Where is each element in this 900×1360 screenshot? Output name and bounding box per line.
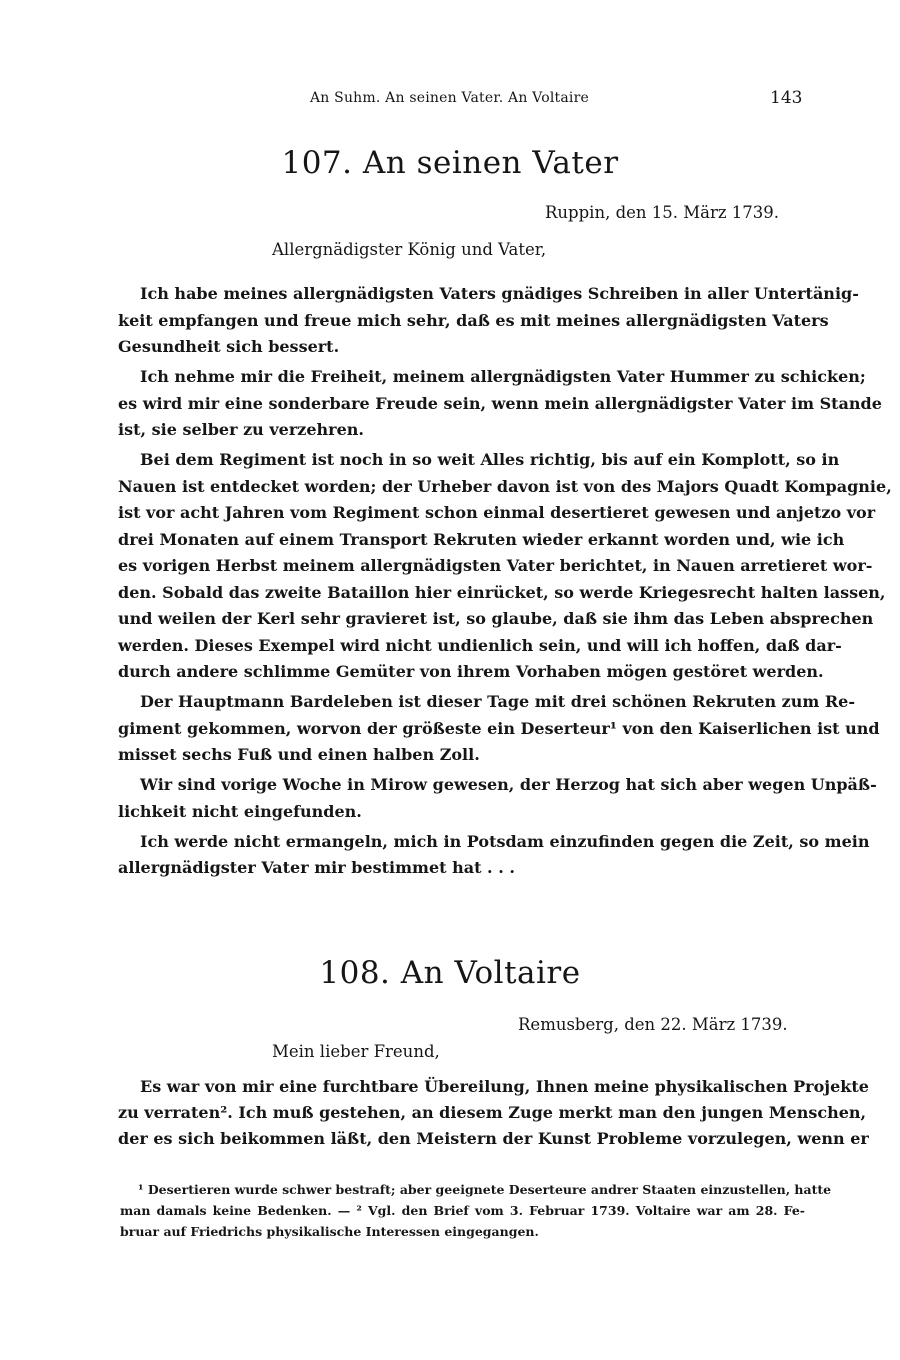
letter-108-title: 108. An Voltaire [319, 955, 581, 991]
text-line: der es sich beikommen läßt, den Meistern der Kunst Probleme vorzulegen, wenn er [118, 1129, 869, 1148]
letter-107-title: 107. An seinen Vater [281, 145, 619, 181]
text-line: Ich werde nicht ermangeln, mich in Potsdam einzufinden gegen die Zeit, so mein [140, 831, 870, 851]
footnote-line: ¹ Desertieren wurde schwer bestraft; aber geeignete Deserteure andrer Staaten einzustellen, hatte [138, 1182, 832, 1197]
text-line: werden. Dieses Exempel wird nicht undienlich sein, und will ich hoffen, daß dar- [118, 635, 842, 655]
text-line: und weilen der Kerl sehr gravieret ist, so glaube, daß sie ihm das Leben absprechen [118, 609, 874, 628]
footnote-line: man damals keine Bedenken. — ² Vgl. den Brief vom 3. Februar 1739. Voltaire war am 28. Fe- [120, 1203, 805, 1218]
text-line: Wir sind vorige Woche in Mirow gewesen, der Herzog hat sich aber wegen Unpäß- [140, 775, 877, 794]
letter-108-salutation: Mein lieber Freund, [272, 1042, 440, 1061]
running-head: An Suhm. An seinen Vater. An Voltaire [310, 90, 589, 106]
text-line: Bei dem Regiment ist noch in so weit Alles richtig, bis auf ein Komplott, so in [140, 450, 840, 469]
text-line: es vorigen Herbst meinem allergnädigsten Vater berichtet, in Nauen arretieret wor- [118, 556, 873, 575]
text-line: misset sechs Fuß und einen halben Zoll. [118, 745, 480, 764]
text-line: allergnädigster Vater mir bestimmet hat . . . [118, 858, 515, 877]
letter-108-place-date: Remusberg, den 22. März 1739. [518, 1015, 788, 1034]
page-number: 143 [770, 88, 803, 108]
text-line: den. Sobald das zweite Bataillon hier einrücket, so werde Kriegesrecht halten lassen, [118, 582, 886, 602]
text-line: keit empfangen und freue mich sehr, daß es mit meines allergnädigsten Vaters [118, 310, 829, 330]
footnote-line: bruar auf Friedrichs physikalische Interessen eingegangen. [120, 1224, 539, 1239]
text-line: Nauen ist entdecket worden; der Urheber davon ist von des Majors Quadt Kompagnie, [118, 476, 892, 496]
text-line: Ich nehme mir die Freiheit, meinem allergnädigsten Vater Hummer zu schicken; [140, 367, 866, 386]
text-line: ist vor acht Jahren vom Regiment schon einmal desertieret gewesen und anjetzo vor [118, 503, 876, 522]
text-line: lichkeit nicht eingefunden. [118, 801, 362, 821]
text-line: giment gekommen, worvon der größeste ein Deserteur¹ von den Kaiserlichen ist und [118, 718, 880, 738]
letter-107-place-date: Ruppin, den 15. März 1739. [545, 203, 780, 222]
text-line: zu verraten². Ich muß gestehen, an diesem Zuge merkt man den jungen Menschen, [118, 1103, 867, 1122]
text-line: Es war von mir eine furchtbare Übereilung, Ihnen meine physikalischen Projekte [140, 1077, 869, 1096]
text-line: Ich habe meines allergnädigsten Vaters gnädiges Schreiben in aller Untertänig- [140, 284, 859, 303]
text-line: Der Hauptmann Bardeleben ist dieser Tage mit drei schönen Rekruten zum Re- [140, 692, 855, 711]
text-line: ist, sie selber zu verzehren. [118, 420, 364, 439]
text-line: durch andere schlimme Gemüter von ihrem Vorhaben mögen gestöret werden. [118, 662, 824, 681]
letter-107-salutation: Allergnädigster König und Vater, [272, 240, 547, 259]
text-line: Gesundheit sich bessert. [118, 337, 340, 356]
text-line: drei Monaten auf einem Transport Rekruten wieder erkannt worden und, wie ich [118, 529, 845, 549]
text-line: es wird mir eine sonderbare Freude sein, wenn mein allergnädigster Vater im Stande [118, 393, 882, 413]
